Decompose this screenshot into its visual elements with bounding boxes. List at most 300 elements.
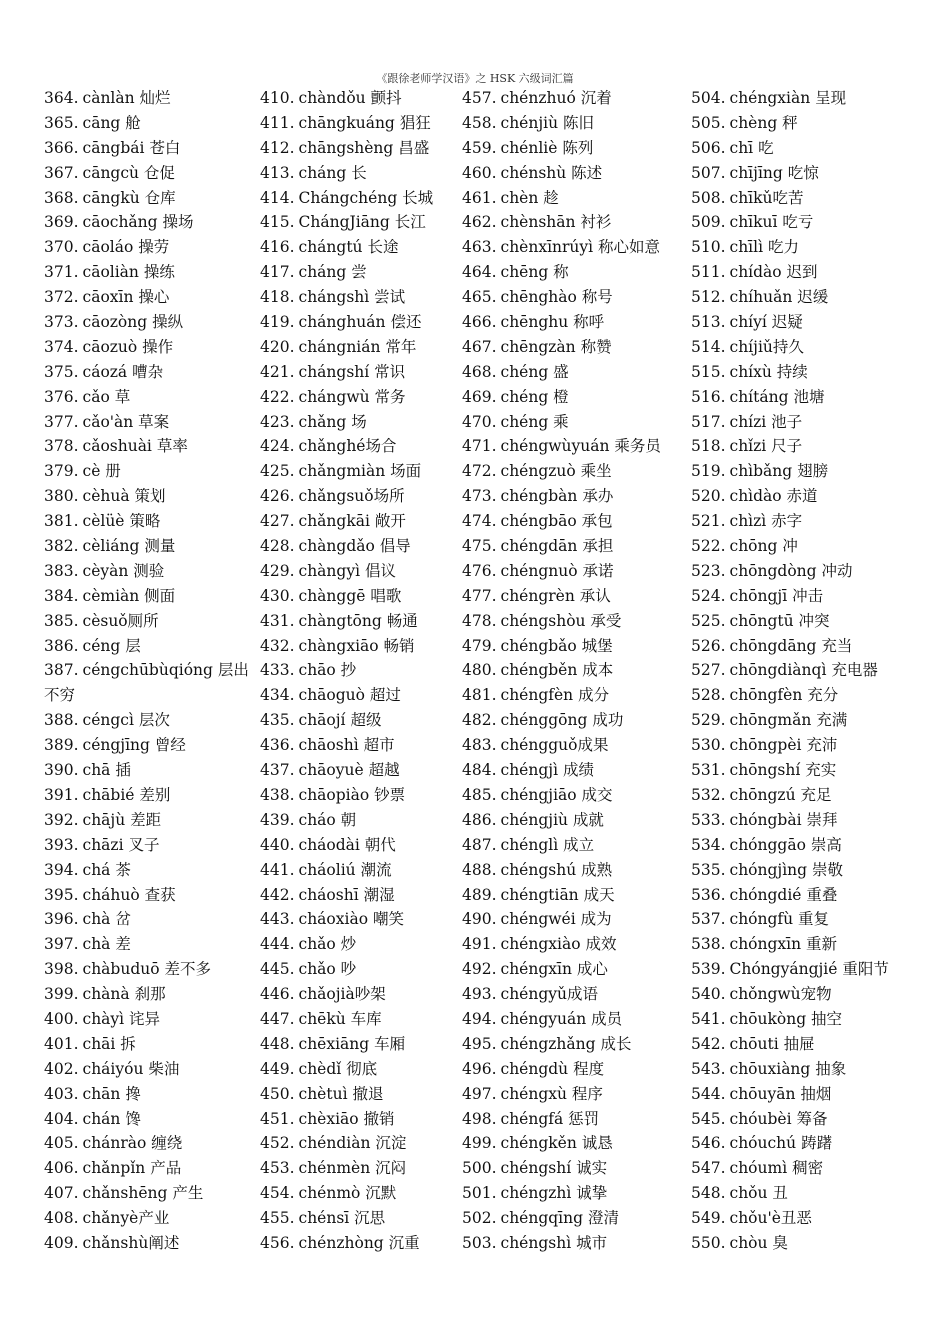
vocab-entry (260, 310, 455, 335)
vocab-entry (260, 360, 455, 385)
entry-word: chíjiǔ持久 (729, 337, 804, 356)
entry-word: chéng 乘 (500, 412, 569, 431)
entry-word: cāngkù 仓库 (82, 188, 176, 207)
vocab-entry (691, 335, 931, 360)
entry-word: chà 差 (82, 935, 131, 954)
vocab-entry (691, 907, 931, 932)
entry-word: chājù 差距 (82, 810, 162, 829)
vocab-entry (462, 136, 684, 161)
entry-word: chéngxiào 成效 (500, 935, 617, 954)
entry-number: 429. (260, 561, 295, 580)
vocab-entry (44, 1231, 250, 1256)
entry-number: 473. (462, 487, 497, 506)
vocab-entry (462, 260, 684, 285)
entry-word: chéngshí 诚实 (500, 1159, 608, 1178)
entry-word: chàndǒu 颤抖 (298, 89, 402, 107)
vocab-entry (44, 1057, 250, 1082)
entry-number: 507. (691, 163, 726, 182)
entry-number: 440. (260, 835, 295, 854)
vocab-entry (691, 410, 931, 435)
entry-number: 465. (462, 288, 497, 307)
entry-word: chénglì 成立 (500, 835, 595, 854)
entry-word: cāoliàn 操练 (82, 263, 175, 282)
vocab-entry (44, 260, 250, 285)
entry-number: 536. (691, 885, 726, 904)
entry-number: 518. (691, 437, 726, 456)
entry-word: chéngběn 成本 (500, 661, 614, 680)
vocab-entry (260, 982, 455, 1007)
vocab-entry (44, 758, 250, 783)
entry-number: 369. (44, 213, 79, 232)
entry-word: chābié 差别 (82, 785, 171, 804)
vocab-entry (462, 808, 684, 833)
entry-word: chéngfá 惩罚 (500, 1109, 600, 1128)
entry-number: 403. (44, 1084, 79, 1103)
vocab-entry (260, 161, 455, 186)
entry-word: chéng 橙 (500, 387, 569, 406)
entry-number: 413. (260, 163, 295, 182)
vocab-entry (691, 161, 931, 186)
entry-word: chāzi 叉子 (82, 835, 160, 854)
vocab-entry (691, 1131, 931, 1156)
entry-word: cāng 舱 (82, 113, 141, 132)
entry-word: chāo 抄 (298, 661, 357, 680)
entry-number: 399. (44, 985, 79, 1004)
entry-number: 505. (691, 113, 726, 132)
entry-number: 550. (691, 1233, 726, 1252)
entry-word: chéngjiāo 成交 (500, 785, 613, 804)
vocab-entry (691, 1107, 931, 1132)
entry-word: chàngyì 倡议 (298, 561, 396, 580)
entry-number: 383. (44, 561, 79, 580)
entry-number: 504. (691, 89, 726, 107)
entry-word: cāngcù 仓促 (82, 163, 175, 182)
entry-word: chàyì 诧异 (82, 1009, 161, 1028)
entry-number: 432. (260, 636, 295, 655)
vocab-entry (462, 932, 684, 957)
entry-number: 376. (44, 387, 79, 406)
vocab-entry (260, 235, 455, 260)
entry-number: 532. (691, 785, 726, 804)
entry-number: 418. (260, 288, 295, 307)
entry-number: 531. (691, 761, 726, 780)
entry-word: chìzì 赤字 (729, 512, 803, 531)
vocab-entry (44, 658, 250, 708)
entry-number: 388. (44, 711, 79, 730)
entry-number: 525. (691, 611, 726, 630)
entry-word: chènxīnrúyì 称心如意 (500, 238, 661, 257)
entry-number: 449. (260, 1059, 295, 1078)
vocab-entry (260, 210, 455, 235)
entry-number: 409. (44, 1233, 79, 1252)
entry-number: 544. (691, 1084, 726, 1103)
vocab-entry (462, 1181, 684, 1206)
vocab-entry (44, 534, 250, 559)
vocab-entry (260, 484, 455, 509)
entry-word: cǎo'àn 草案 (82, 412, 170, 431)
vocab-entry (260, 1057, 455, 1082)
entry-word: chāngshèng 昌盛 (298, 138, 430, 157)
entry-number: 464. (462, 263, 497, 282)
entry-word: cāochǎng 操场 (82, 213, 194, 232)
vocab-entry (462, 1032, 684, 1057)
entry-number: 402. (44, 1059, 79, 1078)
entry-number: 374. (44, 337, 79, 356)
entry-word: chāojí 超级 (298, 711, 382, 730)
entry-number: 365. (44, 113, 79, 132)
entry-number: 467. (462, 337, 497, 356)
vocab-entry (691, 484, 931, 509)
entry-number: 397. (44, 935, 79, 954)
vocab-column-4 (691, 86, 931, 1256)
entry-number: 424. (260, 437, 295, 456)
vocab-entry (691, 360, 931, 385)
entry-word: cháoxiào 嘲笑 (298, 910, 404, 929)
entry-number: 408. (44, 1209, 79, 1228)
entry-number: 530. (691, 736, 726, 755)
entry-word: chéngshú 成熟 (500, 860, 613, 879)
entry-word: chénzhòng 沉重 (298, 1233, 420, 1252)
entry-word: chóngxīn 重新 (729, 935, 838, 954)
vocab-entry (260, 783, 455, 808)
entry-number: 446. (260, 985, 295, 1004)
entry-number: 430. (260, 586, 295, 605)
vocab-entry (462, 708, 684, 733)
entry-number: 431. (260, 611, 295, 630)
vocab-entry (462, 385, 684, 410)
entry-number: 381. (44, 512, 79, 531)
vocab-entry (691, 136, 931, 161)
entry-word: chéngxiàn 呈现 (729, 89, 847, 107)
vocab-entry (462, 335, 684, 360)
entry-number: 434. (260, 686, 295, 705)
entry-word: chítáng 池塘 (729, 387, 825, 406)
entry-number: 380. (44, 487, 79, 506)
vocab-entry (462, 883, 684, 908)
entry-word: chángshì 尝试 (298, 288, 406, 307)
entry-word: cháo 朝 (298, 810, 357, 829)
entry-word: chéngshòu 承受 (500, 611, 622, 630)
entry-word: chéngdù 程度 (500, 1059, 605, 1078)
entry-word: chōuti 抽屉 (729, 1034, 815, 1053)
entry-number: 404. (44, 1109, 79, 1128)
vocab-entry (691, 683, 931, 708)
entry-word: chéngjiù 成就 (500, 810, 604, 829)
vocab-entry (44, 210, 250, 235)
vocab-entry (44, 559, 250, 584)
entry-number: 519. (691, 462, 726, 481)
vocab-entry (462, 609, 684, 634)
vocab-entry (44, 733, 250, 758)
vocab-entry (691, 459, 931, 484)
vocab-entry (462, 534, 684, 559)
vocab-entry (691, 509, 931, 534)
entry-word: cèyàn 测验 (82, 561, 165, 580)
entry-word: chǒu'è丑恶 (729, 1209, 812, 1228)
vocab-entry (260, 1181, 455, 1206)
entry-number: 435. (260, 711, 295, 730)
vocab-entry (260, 410, 455, 435)
entry-number: 487. (462, 835, 497, 854)
entry-number: 514. (691, 337, 726, 356)
vocab-entry (691, 1231, 931, 1256)
entry-word: chōngdiànqì 充电器 (729, 661, 878, 680)
vocab-entry (44, 957, 250, 982)
entry-word: chéngxīn 成心 (500, 960, 608, 979)
entry-number: 511. (691, 263, 726, 282)
entry-word: chāoyuè 超越 (298, 761, 400, 780)
entry-word: chénmò 沉默 (298, 1184, 397, 1203)
entry-word: chètuì 撤退 (298, 1084, 384, 1103)
entry-number: 459. (462, 138, 497, 157)
entry-word: chōuyān 抽烟 (729, 1084, 832, 1103)
entry-number: 444. (260, 935, 295, 954)
entry-number: 470. (462, 412, 497, 431)
vocab-entry (44, 1107, 250, 1132)
entry-word: chéng 盛 (500, 362, 569, 381)
entry-number: 485. (462, 785, 497, 804)
entry-word: chēxiāng 车厢 (298, 1034, 406, 1053)
entry-word: chóngfù 重复 (729, 910, 830, 929)
vocab-entry (44, 86, 250, 111)
entry-number: 447. (260, 1009, 295, 1028)
vocab-entry (462, 186, 684, 211)
entry-word: chóngdié 重叠 (729, 885, 838, 904)
vocab-entry (462, 957, 684, 982)
entry-number: 498. (462, 1109, 497, 1128)
entry-word: chīlì 吃力 (729, 238, 799, 257)
entry-number: 543. (691, 1059, 726, 1078)
entry-word: chéngxù 程序 (500, 1084, 603, 1103)
entry-word: chéngyǔ成语 (500, 985, 598, 1004)
entry-number: 373. (44, 313, 79, 332)
entry-word: cāozòng 操纵 (82, 313, 184, 332)
vocab-entry (260, 1007, 455, 1032)
entry-number: 461. (462, 188, 497, 207)
vocab-entry (691, 708, 931, 733)
entry-number: 545. (691, 1109, 726, 1128)
vocab-entry (44, 459, 250, 484)
entry-number: 439. (260, 810, 295, 829)
vocab-entry (44, 1206, 250, 1231)
entry-word: chǎng 场 (298, 412, 367, 431)
entry-word: cè 册 (82, 462, 121, 481)
entry-word: chǎnshù阐述 (82, 1233, 180, 1252)
entry-number: 537. (691, 910, 726, 929)
vocab-entry (691, 957, 931, 982)
entry-word: chéndiàn 沉淀 (298, 1134, 407, 1153)
vocab-entry (44, 360, 250, 385)
entry-word: chànggē 唱歌 (298, 586, 402, 605)
vocab-entry (44, 1082, 250, 1107)
vocab-entry (691, 982, 931, 1007)
vocab-entry (44, 858, 250, 883)
entry-word: cāngbái 苍白 (82, 138, 181, 157)
entry-word: chǎnpǐn 产品 (82, 1159, 182, 1178)
vocab-entry (462, 235, 684, 260)
entry-number: 539. (691, 960, 726, 979)
entry-number: 406. (44, 1159, 79, 1178)
entry-word: chènshān 衬衫 (500, 213, 612, 232)
entry-word: céng 层 (82, 636, 141, 655)
entry-number: 538. (691, 935, 726, 954)
vocab-entry (260, 957, 455, 982)
vocab-entry (44, 484, 250, 509)
entry-word: cèlüè 策略 (82, 512, 161, 531)
vocab-entry (691, 434, 931, 459)
entry-number: 506. (691, 138, 726, 157)
vocab-entry (260, 733, 455, 758)
entry-word: chénjiù 陈旧 (500, 113, 595, 132)
entry-word: chóubèi 筹备 (729, 1109, 828, 1128)
entry-word: chéngqīng 澄清 (500, 1209, 619, 1228)
entry-word: cháiyóu 柴油 (82, 1059, 180, 1078)
entry-word: cháodài 朝代 (298, 835, 396, 854)
entry-number: 479. (462, 636, 497, 655)
entry-word: cèliáng 测量 (82, 537, 176, 556)
entry-word: cǎoshuài 草率 (82, 437, 188, 456)
entry-word: chāoguò 超过 (298, 686, 401, 705)
entry-word: chà 岔 (82, 910, 131, 929)
vocab-entry (691, 1156, 931, 1181)
entry-number: 542. (691, 1034, 726, 1053)
entry-number: 422. (260, 387, 295, 406)
entry-number: 481. (462, 686, 497, 705)
entry-word: chénzhuó 沉着 (500, 89, 612, 107)
vocab-entry (44, 783, 250, 808)
entry-word: chánghuán 偿还 (298, 313, 422, 332)
entry-number: 427. (260, 512, 295, 531)
vocab-entry (260, 833, 455, 858)
entry-word: chèng 秤 (729, 113, 798, 132)
entry-word: chàngxiāo 畅销 (298, 636, 415, 655)
vocab-entry (462, 509, 684, 534)
vocab-entry (462, 111, 684, 136)
vocab-entry (260, 260, 455, 285)
entry-number: 513. (691, 313, 726, 332)
entry-number: 456. (260, 1233, 295, 1252)
vocab-entry (691, 932, 931, 957)
vocab-entry (691, 609, 931, 634)
entry-number: 521. (691, 512, 726, 531)
entry-number: 423. (260, 412, 295, 431)
vocab-entry (44, 883, 250, 908)
entry-number: 462. (462, 213, 497, 232)
vocab-entry (691, 733, 931, 758)
entry-number: 455. (260, 1209, 295, 1228)
vocab-entry (462, 584, 684, 609)
entry-number: 482. (462, 711, 497, 730)
entry-number: 433. (260, 661, 295, 680)
vocab-entry (462, 1082, 684, 1107)
vocab-entry (260, 186, 455, 211)
entry-number: 483. (462, 736, 497, 755)
entry-number: 486. (462, 810, 497, 829)
entry-word: chéngdān 承担 (500, 537, 614, 556)
vocab-entry (260, 559, 455, 584)
entry-number: 417. (260, 263, 295, 282)
entry-number: 500. (462, 1159, 497, 1178)
entry-word: cháng 尝 (298, 263, 367, 282)
vocab-entry (691, 883, 931, 908)
vocab-entry (462, 833, 684, 858)
vocab-entry (462, 907, 684, 932)
vocab-entry (44, 907, 250, 932)
vocab-entry (691, 285, 931, 310)
entry-word: chéngzuò 乘坐 (500, 462, 612, 481)
entry-number: 476. (462, 561, 497, 580)
entry-word: cǎo 草 (82, 387, 131, 406)
entry-word: chèxiāo 撤销 (298, 1109, 395, 1128)
entry-number: 520. (691, 487, 726, 506)
entry-number: 475. (462, 537, 497, 556)
entry-word: chíyí 迟疑 (729, 313, 803, 332)
entry-word: cèmiàn 侧面 (82, 586, 176, 605)
entry-number: 548. (691, 1184, 726, 1203)
entry-number: 534. (691, 835, 726, 854)
vocab-entry (44, 609, 250, 634)
vocab-entry (44, 235, 250, 260)
vocab-entry (260, 335, 455, 360)
entry-number: 445. (260, 960, 295, 979)
entry-word: chǎnghé场合 (298, 437, 397, 456)
vocab-entry (691, 1206, 931, 1231)
entry-number: 495. (462, 1034, 497, 1053)
entry-number: 533. (691, 810, 726, 829)
vocab-entry (691, 858, 931, 883)
entry-word: chōngdāng 充当 (729, 636, 853, 655)
vocab-entry (691, 1082, 931, 1107)
entry-word: chōngzú 充足 (729, 785, 832, 804)
vocab-entry (44, 1156, 250, 1181)
vocab-entry (260, 1131, 455, 1156)
entry-number: 382. (44, 537, 79, 556)
vocab-entry (462, 360, 684, 385)
entry-word: chéngwùyuán 乘务员 (500, 437, 661, 456)
entry-word: chōuxiàng 抽象 (729, 1059, 847, 1078)
entry-word: céngjīng 曾经 (82, 736, 186, 755)
vocab-entry (462, 658, 684, 683)
vocab-entry (260, 858, 455, 883)
vocab-entry (260, 534, 455, 559)
vocab-entry (44, 982, 250, 1007)
vocab-entry (260, 111, 455, 136)
entry-number: 512. (691, 288, 726, 307)
entry-number: 458. (462, 113, 497, 132)
entry-number: 387. (44, 661, 79, 680)
entry-number: 457. (462, 89, 497, 107)
entry-word: chāopiào 钞票 (298, 785, 406, 804)
entry-number: 503. (462, 1233, 497, 1252)
vocab-entry (44, 1181, 250, 1206)
entry-word: chī 吃 (729, 138, 774, 157)
entry-word: chǎo 炒 (298, 935, 357, 954)
entry-number: 412. (260, 138, 295, 157)
vocab-entry (462, 858, 684, 883)
entry-word: chángwù 常务 (298, 387, 406, 406)
vocab-entry (691, 1032, 931, 1057)
vocab-entry (44, 584, 250, 609)
vocab-column-3 (462, 86, 684, 1256)
entry-word: chēnghào 称号 (500, 288, 613, 307)
entry-number: 391. (44, 785, 79, 804)
entry-word: chéngshì 城市 (500, 1233, 608, 1252)
vocab-entry (44, 385, 250, 410)
vocab-entry (462, 86, 684, 111)
vocab-entry (260, 459, 455, 484)
vocab-entry (462, 1107, 684, 1132)
entry-number: 516. (691, 387, 726, 406)
